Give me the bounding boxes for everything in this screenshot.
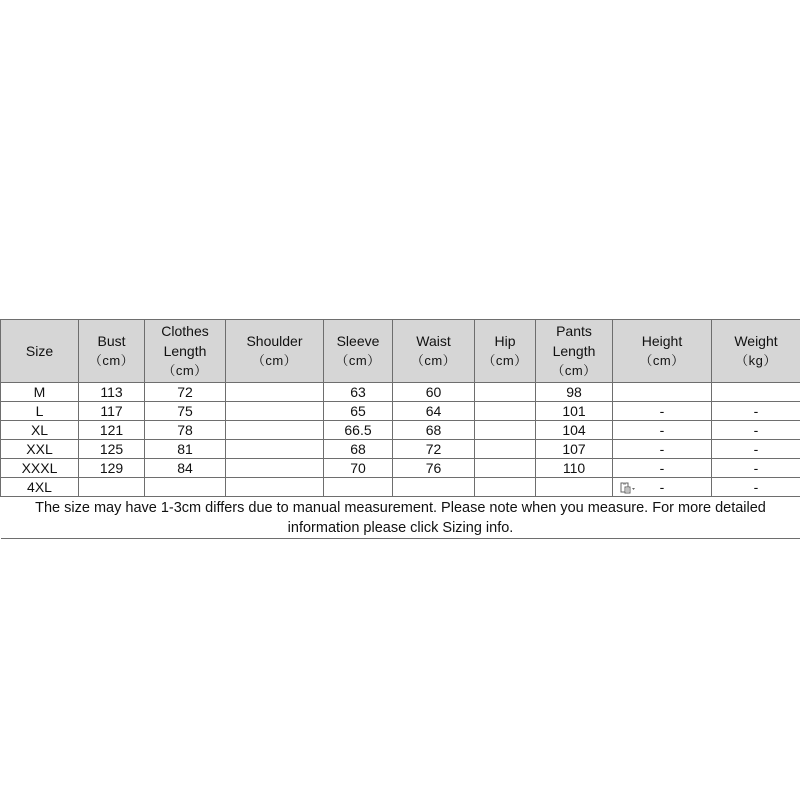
table-cell [226,459,324,478]
table-body [1,383,800,497]
table-cell [393,478,475,497]
header-line: （kg） [735,353,777,368]
header-line: Pants [556,323,592,339]
table-cell: 125 [79,440,145,459]
table-cell [226,421,324,440]
header-line: （cm） [482,353,528,368]
table-cell: - [712,402,800,421]
table-cell [613,478,712,497]
header-line: （cm） [251,353,298,368]
table-cell: 76 [393,459,475,478]
table-cell: 72 [393,440,475,459]
size-chart-table [0,319,800,539]
header-line: Clothes [161,323,209,339]
table-cell: XXL [1,440,79,459]
table-cell-value: - [659,479,665,495]
table-cell [475,478,536,497]
table-cell: 107 [536,440,613,459]
header-line: Bust [97,333,126,349]
table-cell: 66.5 [324,421,393,440]
table-cell: - [712,459,800,478]
header-cell [393,320,475,383]
header-cell [1,320,79,383]
table-cell: XL [1,421,79,440]
table-cell: 98 [536,383,613,402]
header-line: （cm） [162,363,208,378]
table-cell [145,478,226,497]
header-cell [226,320,324,383]
header-line: （cm） [639,353,685,368]
table-row [1,459,800,478]
table-cell: - [712,478,800,497]
header-cell [613,320,712,383]
header-line: Waist [416,333,451,349]
table-cell: - [613,402,712,421]
table-cell: L [1,402,79,421]
table-cell [475,440,536,459]
header-line: （cm） [551,363,597,378]
table-cell: 60 [393,383,475,402]
table-cell: 117 [79,402,145,421]
table-cell: - [712,440,800,459]
table-cell [613,383,712,402]
header-cell [79,320,145,383]
header-line: （cm） [410,353,457,368]
table-cell [475,402,536,421]
measurement-note: The size may have 1-3cm differs due to manual measurement. Please note when you measure. For more detailed information please click Sizing info. [1,497,800,539]
header-line: Length [552,343,596,359]
table-cell: 65 [324,402,393,421]
header-line: Sleeve [336,333,380,349]
table-cell [536,478,613,497]
paste-options-icon[interactable] [620,482,636,495]
table-header [1,320,800,383]
table-row [1,421,800,440]
table-cell: 101 [536,402,613,421]
table-row [1,402,800,421]
header-line: （cm） [88,353,135,368]
header-line: Length [163,343,207,359]
table-cell [475,383,536,402]
table-cell: 84 [145,459,226,478]
header-cell [324,320,393,383]
table-cell: XXXL [1,459,79,478]
table-cell [226,383,324,402]
table-row [1,383,800,402]
table-cell: 75 [145,402,226,421]
header-cell [475,320,536,383]
table-row [1,478,800,497]
header-line: Shoulder [246,333,303,349]
table-cell [712,383,800,402]
table-cell: 68 [393,421,475,440]
table-cell: 63 [324,383,393,402]
table-cell [226,440,324,459]
table-cell: 129 [79,459,145,478]
header-cell [536,320,613,383]
table-cell [79,478,145,497]
note-row [1,497,800,539]
header-line: Weight [734,333,778,349]
table-cell: 68 [324,440,393,459]
table-cell [226,478,324,497]
header-cell [712,320,800,383]
table-cell: 104 [536,421,613,440]
header-line: Hip [494,333,516,349]
table-cell: 78 [145,421,226,440]
table-cell: 70 [324,459,393,478]
table-cell: - [613,440,712,459]
table-cell: M [1,383,79,402]
table-row [1,440,800,459]
table-cell: 72 [145,383,226,402]
table-cell: - [613,421,712,440]
table-cell: 110 [536,459,613,478]
table-cell [475,459,536,478]
table-cell [226,402,324,421]
table-cell [324,478,393,497]
header-line: Height [641,333,683,349]
table-cell: 4XL [1,478,79,497]
table-cell: 64 [393,402,475,421]
table-cell: - [712,421,800,440]
table-cell: - [613,459,712,478]
table-cell: 113 [79,383,145,402]
table-cell: 81 [145,440,226,459]
header-cell [145,320,226,383]
header-row [1,320,800,383]
header-line: （cm） [335,353,381,368]
table-cell: 121 [79,421,145,440]
header-line: Size [25,343,54,359]
table-cell [475,421,536,440]
